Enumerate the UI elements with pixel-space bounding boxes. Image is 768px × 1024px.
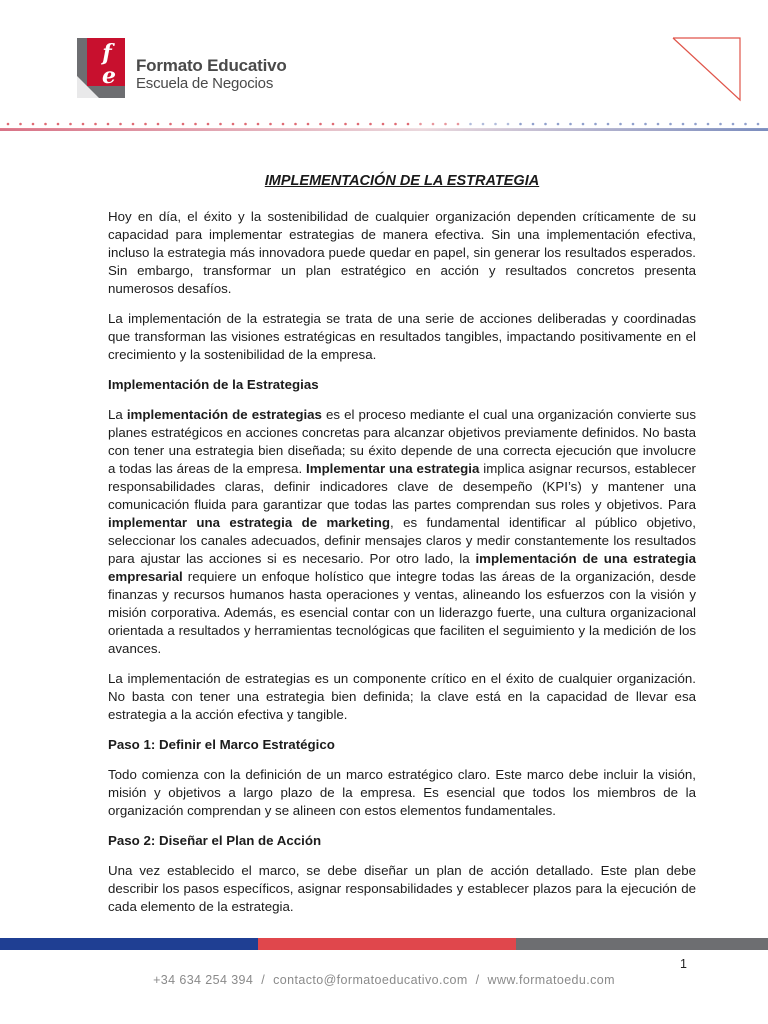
divider-dot: [482, 123, 485, 126]
divider-dot: [719, 123, 722, 126]
paragraph: Todo comienza con la definición de un marco estratégico claro. Este marco debe incluir la visión, misión y objetivos a largo plazo de la empresa. Es esencial que todos los miembros de la organización comprendan y se alineen con estos elementos fundamentales.: [108, 767, 696, 818]
divider-dot: [119, 123, 122, 126]
divider-dot: [694, 123, 697, 126]
section-heading: Paso 1: Definir el Marco Estratégico: [108, 737, 335, 752]
paragraph: Una vez establecido el marco, se debe diseñar un plan de acción detallado. Este plan debe describir los pasos específicos, asignar responsabilidades y establecer plazos para la ejecución de cada elemento de la estrategia.: [108, 863, 696, 914]
text-span: requiere un enfoque holístico que integre todas las áreas de la organización, desde finanzas y recursos humanos hasta operaciones y ventas, alineando los esfuerzos con la visión y misión corporativa. Además, es esencial contar con un liderazgo fuerte, una cultura organizacional orientada a resultados y herramientas tecnológicas que faciliten el seguimiento y la medición de los avances.: [108, 569, 696, 656]
divider-dot: [344, 123, 347, 126]
divider-dot: [257, 123, 260, 126]
divider-dot: [732, 123, 735, 126]
section-heading: Implementación de la Estrategias: [108, 377, 319, 392]
divider-dot: [19, 123, 22, 126]
separator: /: [475, 973, 480, 987]
divider-dot: [207, 123, 210, 126]
divider-dot: [457, 123, 460, 126]
divider-dot: [294, 123, 297, 126]
divider-dot: [682, 123, 685, 126]
divider-dot: [632, 123, 635, 126]
contact-line: [0, 973, 768, 987]
divider-dot: [369, 123, 372, 126]
divider-dot: [132, 123, 135, 126]
divider-dot: [332, 123, 335, 126]
divider-dot: [182, 123, 185, 126]
divider-dot: [307, 123, 310, 126]
divider-dot: [757, 123, 760, 126]
divider-dot: [194, 123, 197, 126]
divider-dot: [157, 123, 160, 126]
footer-color-bar: [0, 938, 768, 950]
footer-bar-red: [258, 938, 516, 950]
paragraph: La implementación de estrategias es un componente crítico en el éxito de cualquier organización. No basta con tener una estrategia bien definida; la clave está en la capacidad de llevar esa estrategia a la acción efectiva y tangible.: [108, 671, 696, 722]
separator: /: [261, 973, 266, 987]
text-span: es el proceso mediante el cual una organización convierte sus planes estratégicos en acciones concretas para alcanzar objetivos previamente definidos. No basta con tener una estrategia bien diseñada; su éxito depende de una correcta ejecución que involucre a todas las áreas de la empresa.: [108, 407, 696, 476]
footer-bar-blue: [0, 938, 258, 950]
divider-dot: [569, 123, 572, 126]
divider-dot: [244, 123, 247, 126]
divider-dot: [469, 123, 472, 126]
divider-dot: [232, 123, 235, 126]
svg-text:e: e: [102, 63, 116, 89]
divider-dot: [44, 123, 47, 126]
footer-bar-gray: [516, 938, 768, 950]
logo-text: [136, 57, 287, 92]
divider-dot: [607, 123, 610, 126]
document-body: [108, 172, 696, 928]
paragraph: La implementación de la estrategia se trata de una serie de acciones deliberadas y coordinadas que transforman las visiones estratégicas en resultados tangibles, impactando positivamente en el crecimiento y la sostenibilidad de la empresa.: [108, 311, 696, 362]
divider-dot: [557, 123, 560, 126]
divider-gradient-bar: [0, 128, 768, 131]
paragraph: Hoy en día, el éxito y la sostenibilidad de cualquier organización dependen críticamente de su capacidad para implementar estrategias de manera efectiva. Sin una implementación efectiva, incluso la estrategia más innovadora puede quedar en papel, sin generar los resultados esperados. Sin embargo, transformar un plan estratégico en acción y resultados concretos presenta numerosos desafíos.: [108, 209, 696, 296]
divider-dot: [644, 123, 647, 126]
formato-educativo-logo-icon: [77, 38, 125, 98]
divider-dot: [669, 123, 672, 126]
section-heading: Paso 2: Diseñar el Plan de Acción: [108, 833, 322, 848]
bold-term: implementar una estrategia de marketing: [108, 515, 391, 530]
divider-dot: [532, 123, 535, 126]
corner-triangle-decoration: [672, 36, 742, 102]
divider-dot: [169, 123, 172, 126]
divider-dot: [619, 123, 622, 126]
divider-dot: [519, 123, 522, 126]
divider-dot: [57, 123, 60, 126]
bold-term: Implementar una estrategia: [306, 461, 480, 476]
divider-dot: [707, 123, 710, 126]
divider-dot: [382, 123, 385, 126]
svg-text:f: f: [102, 40, 112, 66]
divider-dot: [744, 123, 747, 126]
divider-dot: [657, 123, 660, 126]
divider-dot: [282, 123, 285, 126]
phone-number: +34 634 254 394: [153, 973, 254, 987]
divider-dot: [419, 123, 422, 126]
divider-dot: [269, 123, 272, 126]
divider-dot: [507, 123, 510, 126]
divider-dot: [7, 123, 10, 126]
page-number: 1: [680, 957, 687, 971]
divider-dot: [357, 123, 360, 126]
email-link[interactable]: contacto@formatoeducativo.com: [273, 973, 468, 987]
document-title: IMPLEMENTACIÓN DE LA ESTRATEGIA: [264, 173, 540, 189]
divider-dot: [582, 123, 585, 126]
divider-dot: [594, 123, 597, 126]
divider-dot: [319, 123, 322, 126]
dotted-divider: [0, 118, 768, 132]
divider-dot: [82, 123, 85, 126]
bold-term: implementación de una estrategia empresarial: [108, 551, 697, 584]
divider-dot: [494, 123, 497, 126]
paragraph: [108, 406, 696, 658]
logo-line2: Escuela de Negocios: [136, 74, 274, 92]
text-span: implica asignar recursos, establecer responsabilidades claras, definir indicadores clave de desempeño (KPI’s) y mantener una comunicación fluida para garantizar que todas las partes comprendan sus roles y objetivos. Para: [108, 461, 696, 512]
website-link[interactable]: www.formatoedu.com: [487, 973, 615, 987]
bold-term: implementación de estrategias: [126, 407, 322, 422]
divider-dot: [407, 123, 410, 126]
divider-dot: [32, 123, 35, 126]
text-span: La: [108, 407, 127, 422]
page-header: [0, 0, 768, 140]
divider-dot: [544, 123, 547, 126]
text-span: , es fundamental identificar al público objetivo, seleccionar los canales adecuados, definir mensajes claros y medir constantemente los resultados para ajustar las acciones si es necesario. Por otro lado, la: [108, 515, 697, 566]
divider-dot: [444, 123, 447, 126]
divider-dot: [107, 123, 110, 126]
divider-dot: [432, 123, 435, 126]
divider-dot: [394, 123, 397, 126]
divider-dot: [219, 123, 222, 126]
divider-dot: [69, 123, 72, 126]
divider-dot: [94, 123, 97, 126]
logo-line1: Formato Educativo: [136, 56, 287, 75]
divider-dot: [144, 123, 147, 126]
